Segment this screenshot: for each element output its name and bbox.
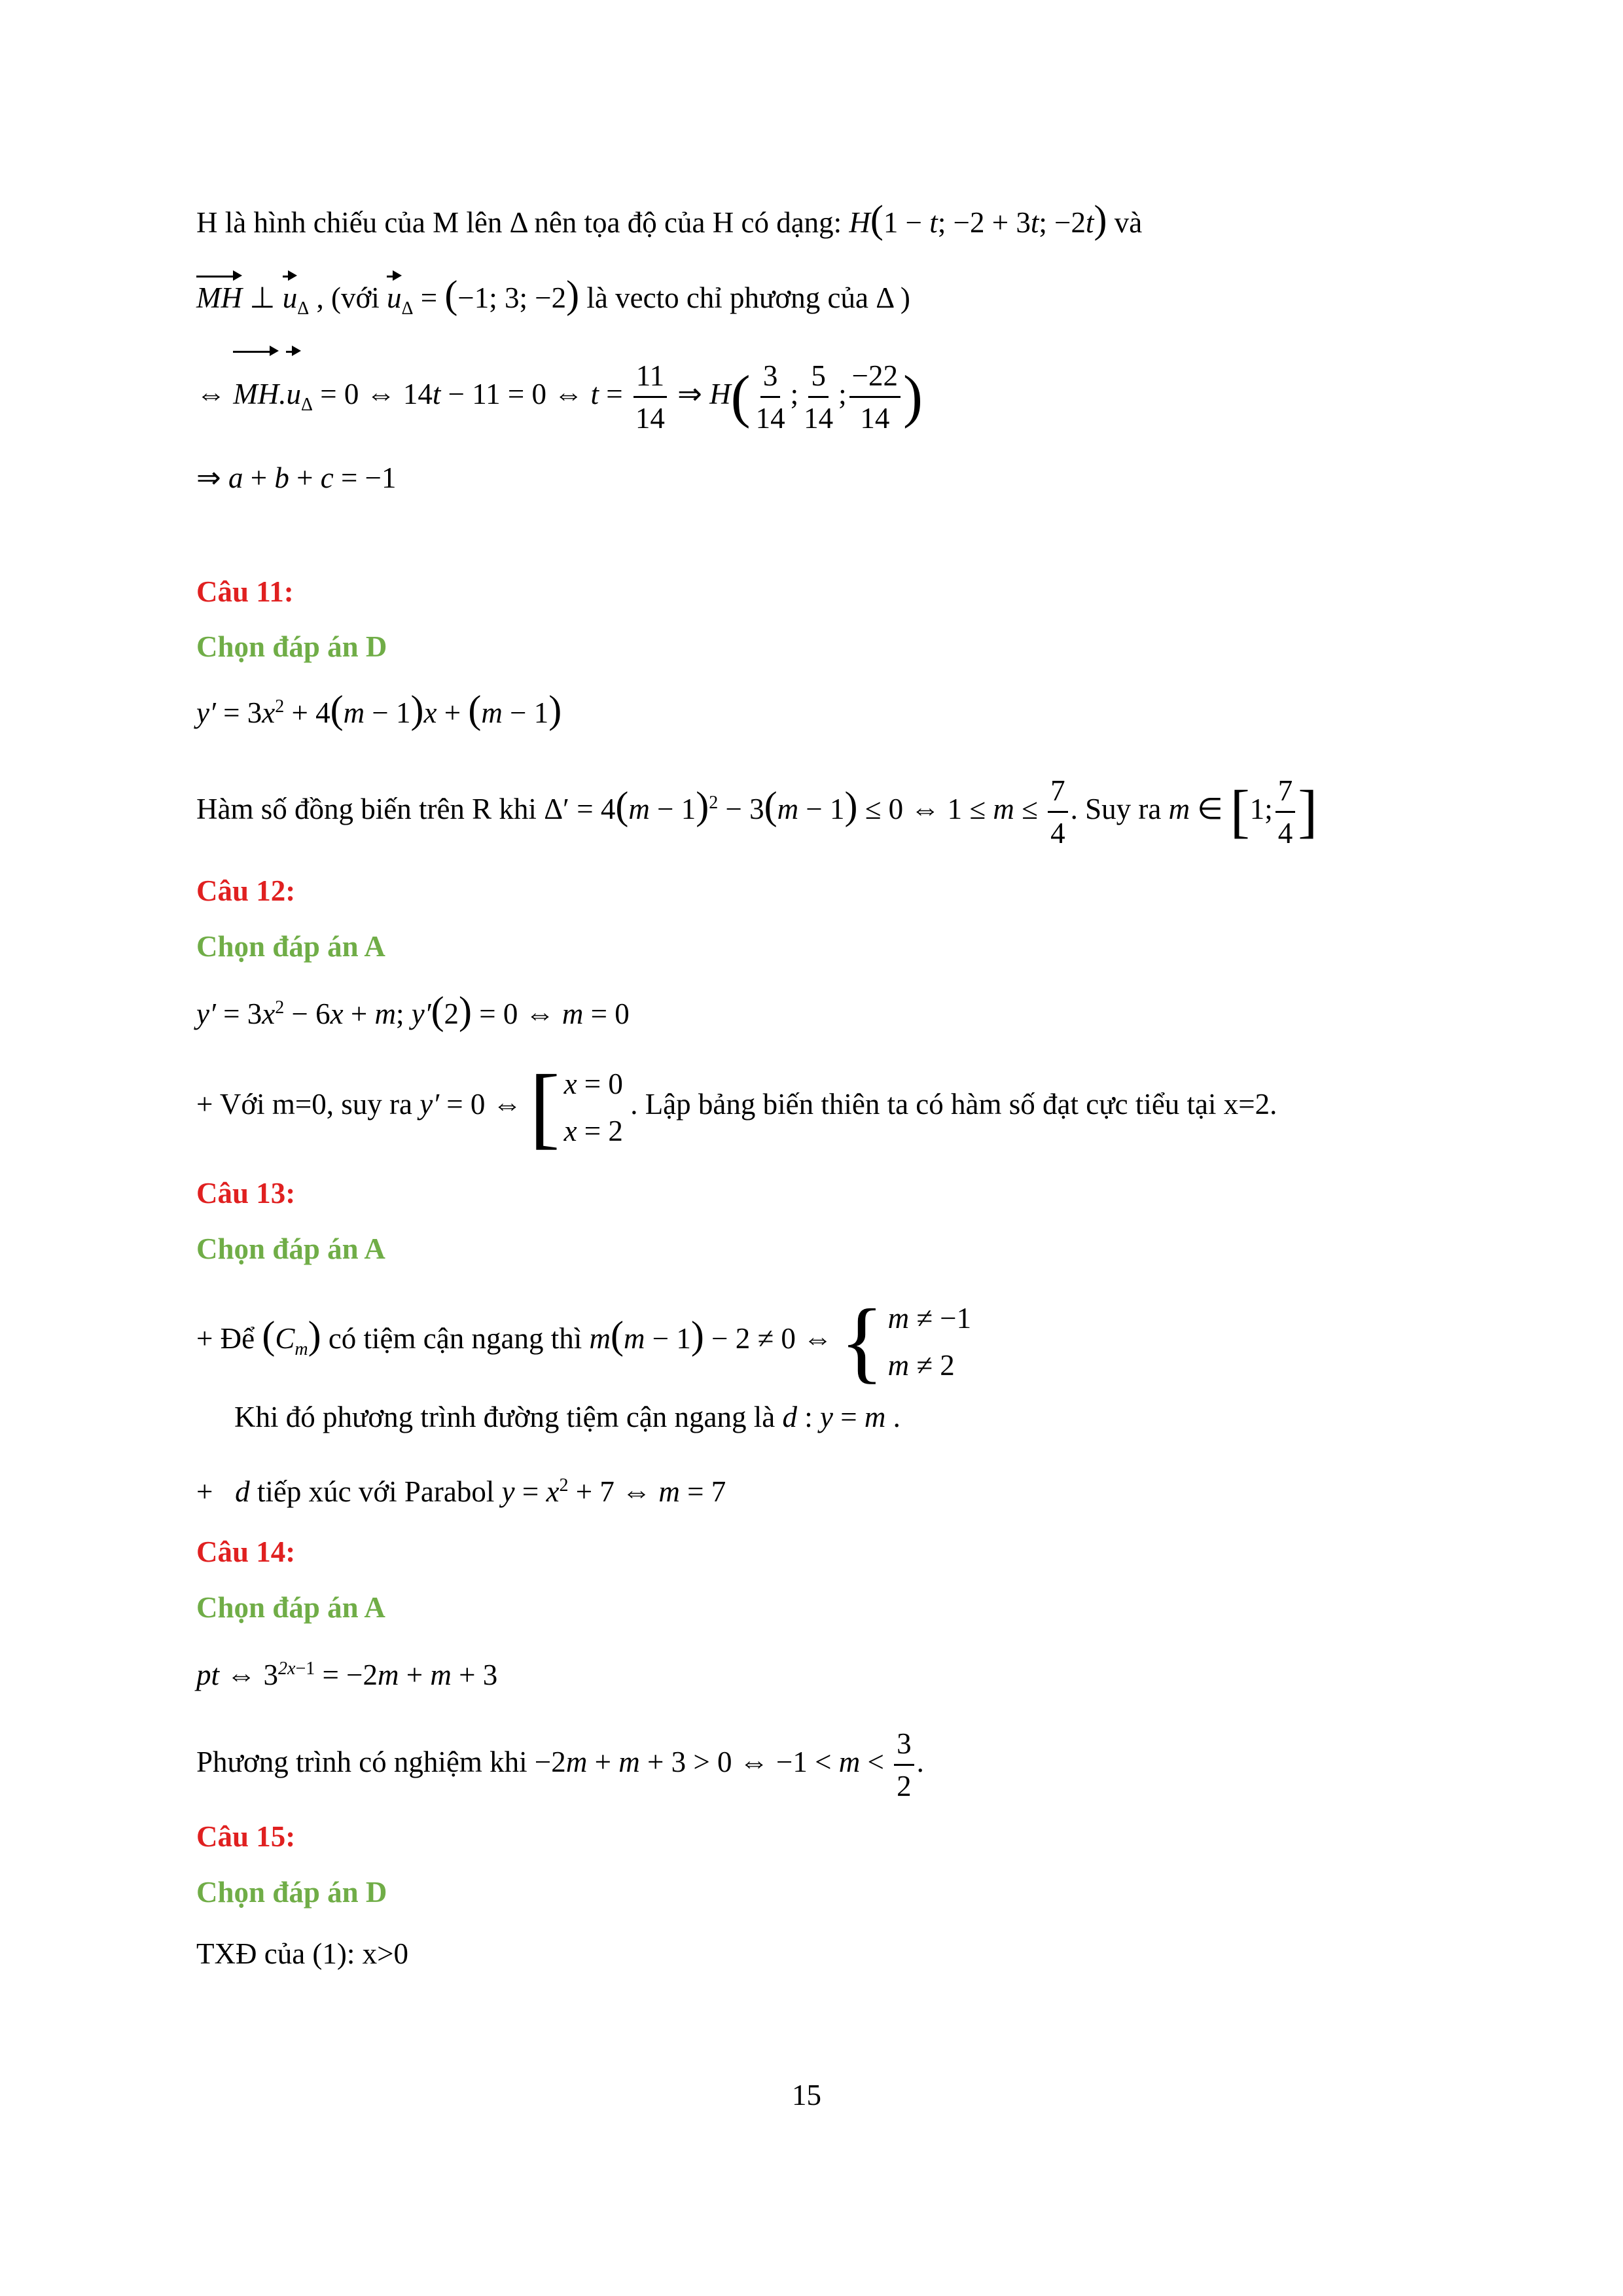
line2-text2: là vecto chỉ phương của bbox=[586, 281, 868, 314]
line1-text2: nên tọa độ của H có dạng: bbox=[534, 206, 842, 239]
text-line-4: ⇒ a + b + c = −1 bbox=[196, 461, 397, 494]
text-line-2: MH ⊥ $u_\Delta$ , (với $u_\Delta = (-1$; 3; −2) là vecto chỉ phương của Δ ) bbox=[196, 273, 910, 319]
q11-line2-text2: . Suy ra bbox=[1070, 793, 1162, 825]
question-13-heading: Câu 13: bbox=[196, 1177, 296, 1210]
question-11-heading: Câu 11: bbox=[196, 575, 294, 608]
answer-14: Chọn đáp án A bbox=[196, 1591, 385, 1624]
q13-line3-text2: tiếp xúc với Parabol bbox=[257, 1475, 495, 1508]
text-line-1: H là hình chiếu của M lên Δ nên tọa độ của H có dạng: H(1 − t; −2 + 3t; −2t) và bbox=[196, 198, 1143, 241]
q13-line1-text2: có tiệm cận ngang thì bbox=[328, 1322, 582, 1355]
text-line-3: ⇔ $MH.u_\Delta = 0$ ⇔ 14t − 11 = 0 ⇔ t = $\frac{11}{14}$ ⇒ H( $\frac{3}{14}$ ; $\frac{5}{14}$ ; $\frac{-22}{14}$ ) bbox=[196, 353, 923, 446]
q11-line2-text1: Hàm số đồng biến trên R khi bbox=[196, 793, 537, 825]
q12-line-1: $y' = 3x^2 - 6x + m$; y′(2) = 0 ⇔ m = 0 bbox=[196, 989, 630, 1032]
q13-line-2: Khi đó phương trình đường tiệm cận ngang là d : y = m . bbox=[234, 1401, 901, 1433]
line2-text1: , (với bbox=[316, 281, 380, 314]
q14-line-1: pt ⇔ $3^{2x-1} = -2m + m + 3$ bbox=[196, 1659, 498, 1691]
answer-12: Chọn đáp án A bbox=[196, 930, 385, 963]
q13-line-3: + d tiếp xúc với Parabol $y = x^2 + 7$ ⇔ m = 7 bbox=[196, 1475, 726, 1508]
q13-line2-text: Khi đó phương trình đường tiệm cận ngang là bbox=[234, 1401, 776, 1433]
q11-line-2: Hàm số đồng biến trên R khi $\Delta' = 4(m - 1)^2 - 3(m - 1) \le 0$ ⇔ 1 ≤ m ≤ $\frac{7}{4}$ . Suy ra m ∈ [1; $\frac{7}{4}$ ] bbox=[196, 762, 1317, 853]
q14-line-2: Phương trình có nghiệm khi −2m + m + 3 > 0 ⇔ −1 < m < $\frac{3}{2}$ . bbox=[196, 1721, 924, 1806]
line1-and: và bbox=[1114, 206, 1143, 239]
q13-line3-text1: + bbox=[196, 1475, 213, 1508]
q15-line-1: TXĐ của (1): x>0 bbox=[196, 1937, 409, 1970]
page-number: 15 bbox=[792, 2079, 821, 2111]
answer-11: Chọn đáp án D bbox=[196, 630, 387, 663]
q12-line2-text2: . Lập bảng biến thiên ta có hàm số đạt cực tiểu tại x=2. bbox=[630, 1088, 1277, 1121]
answer-15: Chọn đáp án D bbox=[196, 1876, 387, 1909]
q14-line2-text: Phương trình có nghiệm khi bbox=[196, 1746, 527, 1778]
line1-text: H là hình chiếu của M lên bbox=[196, 206, 503, 239]
question-14-heading: Câu 14: bbox=[196, 1535, 296, 1568]
question-15-heading: Câu 15: bbox=[196, 1820, 296, 1853]
question-12-heading: Câu 12: bbox=[196, 874, 296, 907]
answer-13: Chọn đáp án A bbox=[196, 1232, 385, 1265]
q12-line-2: + Với m=0, suy ra y′ = 0 ⇔ [ x = 0 x = 2 . Lập bảng biến thiên ta có hàm số đạt cực tiểu tại x=2. bbox=[196, 1056, 1277, 1158]
q11-line-1: $y' = 3x^2 + 4(m - 1)x + (m - 1)$ bbox=[196, 688, 562, 731]
q12-line2-text1: + Với m=0, suy ra bbox=[196, 1088, 412, 1121]
q13-line1-text1: + Để bbox=[196, 1322, 255, 1355]
q13-line-1: + Để $(C_m)$ có tiệm cận ngang thì m(m − 1) − 2 ≠ 0 ⇔ { m ≠ −1 m ≠ 2 bbox=[196, 1290, 972, 1392]
